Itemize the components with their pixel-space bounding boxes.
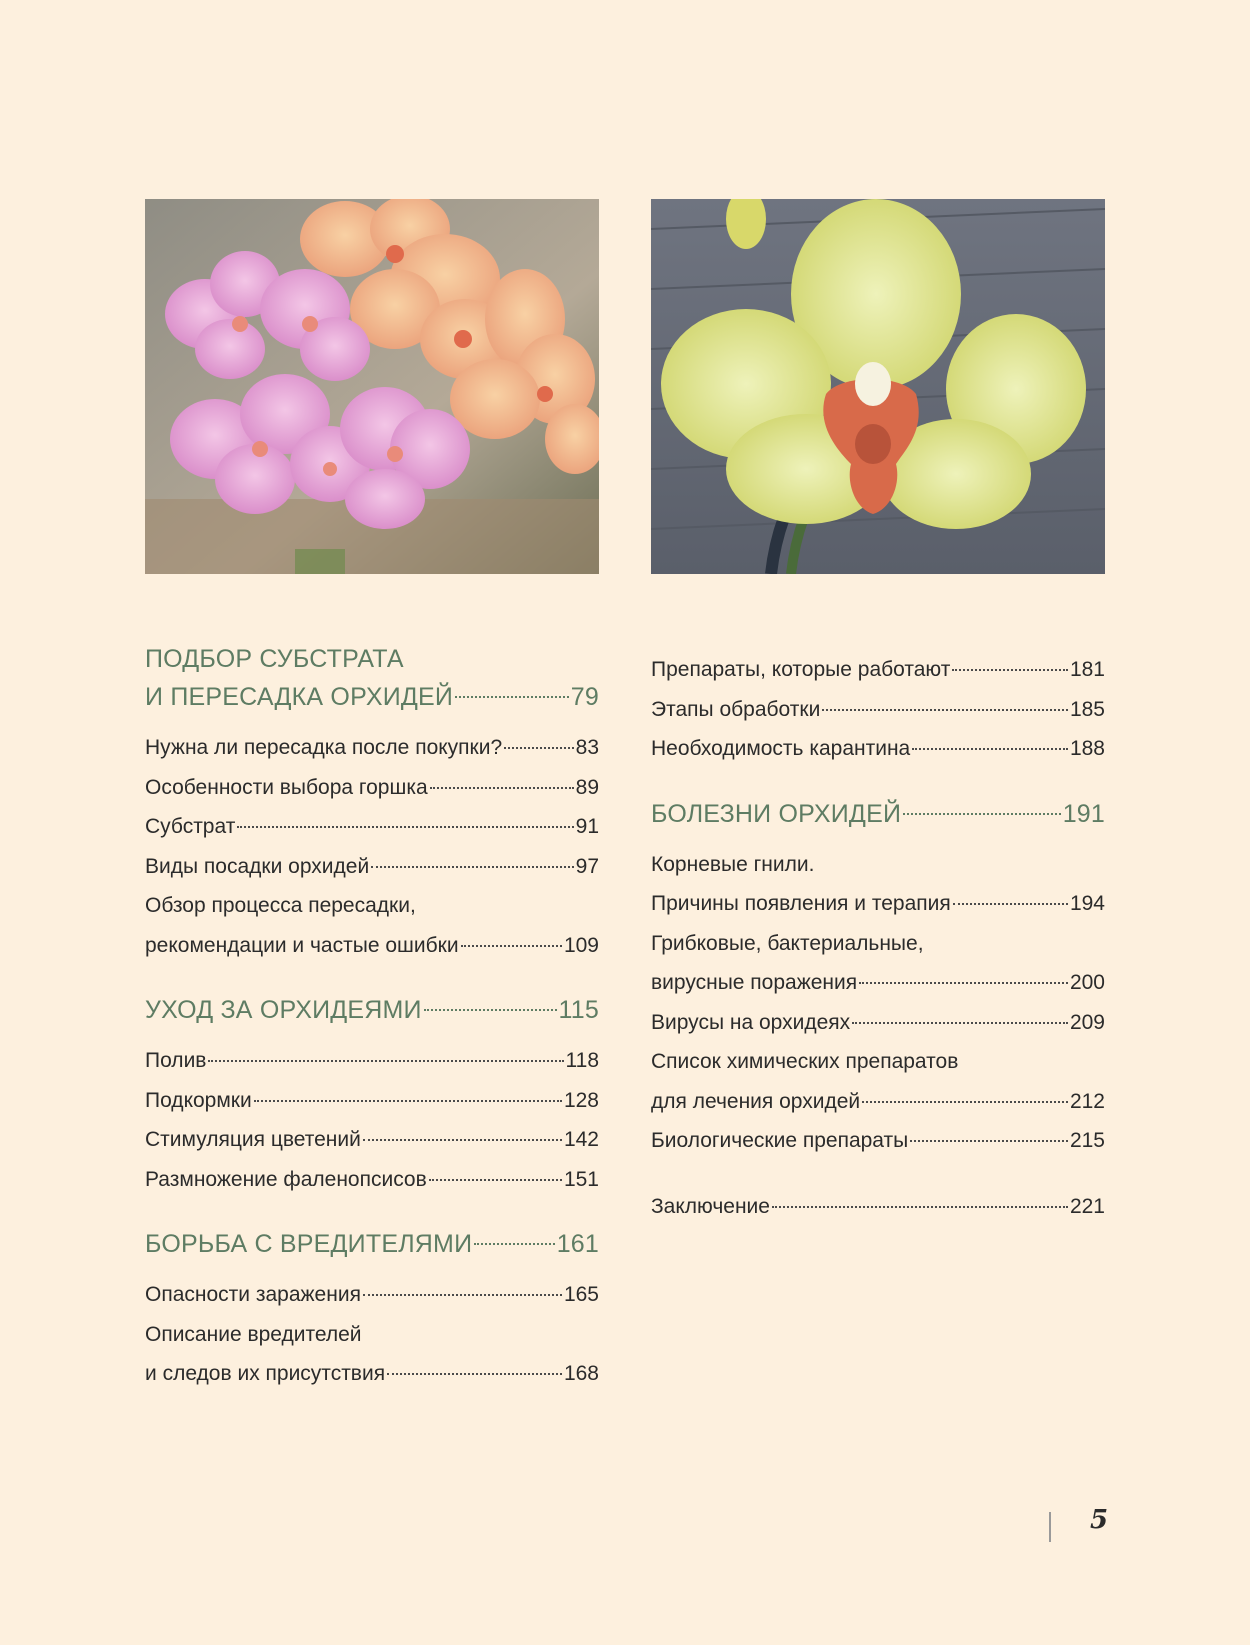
leader-dots bbox=[504, 747, 573, 749]
toc-entry-page-number: 194 bbox=[1069, 892, 1105, 915]
toc-entry-page-number: 215 bbox=[1069, 1129, 1105, 1152]
toc-entry-line[interactable] bbox=[651, 690, 1105, 730]
leader-dots bbox=[254, 1100, 562, 1102]
toc-entry[interactable] bbox=[145, 768, 599, 808]
leader-dots bbox=[859, 982, 1068, 984]
toc-entry-page-number: 221 bbox=[1069, 1194, 1105, 1218]
toc-entry[interactable] bbox=[145, 728, 599, 768]
section-heading-text: БОРЬБА С ВРЕДИТЕЛЯМИ bbox=[145, 1230, 473, 1258]
toc-entry-line[interactable] bbox=[651, 650, 1105, 690]
toc-entry-line[interactable] bbox=[651, 1121, 1105, 1161]
leader-dots bbox=[952, 669, 1068, 671]
toc-entry-page-number: 91 bbox=[575, 815, 599, 838]
leader-dots bbox=[387, 1373, 562, 1375]
section-heading bbox=[145, 991, 599, 1029]
toc-entry[interactable] bbox=[651, 729, 1105, 769]
toc-section bbox=[145, 991, 599, 1199]
toc-entry[interactable] bbox=[651, 690, 1105, 730]
toc-entry-text: Стимуляция цветений bbox=[145, 1128, 361, 1151]
toc-entry[interactable] bbox=[651, 650, 1105, 690]
section-heading-page-number: 191 bbox=[1062, 799, 1105, 828]
toc-entry[interactable] bbox=[145, 1315, 599, 1394]
leader-dots bbox=[430, 787, 574, 789]
leader-dots bbox=[237, 826, 573, 828]
toc-entry-page-number: 165 bbox=[563, 1283, 599, 1306]
toc-right-column bbox=[651, 650, 1105, 1252]
leader-dots bbox=[455, 696, 569, 698]
toc-entry-page-number: 209 bbox=[1069, 1010, 1105, 1034]
toc-entry-line[interactable] bbox=[145, 1354, 599, 1394]
toc-entry-page-number: 212 bbox=[1069, 1089, 1105, 1113]
toc-entry-page-number: 83 bbox=[575, 736, 599, 759]
section-heading-text: БОЛЕЗНИ ОРХИДЕЙ bbox=[651, 799, 902, 828]
toc-entry-line[interactable] bbox=[145, 1120, 599, 1160]
toc-entry-text: рекомендации и частые ошибки bbox=[145, 933, 459, 957]
toc-entry-line[interactable] bbox=[651, 884, 1105, 924]
section-heading-text: И ПЕРЕСАДКА ОРХИДЕЙ bbox=[145, 683, 454, 711]
leader-dots bbox=[953, 903, 1068, 905]
toc-entry-text: и следов их присутствия bbox=[145, 1362, 386, 1385]
toc-entry-line[interactable] bbox=[651, 1082, 1105, 1122]
toc-entry[interactable] bbox=[651, 924, 1105, 1003]
toc-entry-page-number: 151 bbox=[563, 1167, 599, 1191]
section-heading-title-line[interactable] bbox=[145, 678, 599, 716]
toc-entry[interactable] bbox=[145, 1120, 599, 1160]
toc-entry-text-line: Обзор процесса пересадки, bbox=[145, 894, 416, 917]
toc-entry[interactable] bbox=[651, 1042, 1105, 1121]
leader-dots bbox=[862, 1101, 1068, 1103]
toc-entry-line[interactable] bbox=[145, 1160, 599, 1200]
toc-entry-text: Причины появления и терапия bbox=[651, 892, 951, 915]
toc-entry-text-line: Корневые гнили. bbox=[651, 852, 815, 876]
toc-entry[interactable] bbox=[145, 1081, 599, 1121]
orchid-photo-left bbox=[145, 199, 599, 574]
toc-entry-text: Этапы обработки bbox=[651, 697, 821, 721]
toc-entry-line[interactable] bbox=[145, 1081, 599, 1121]
toc-section bbox=[145, 640, 599, 965]
toc-entry-page-number: 128 bbox=[563, 1088, 599, 1112]
toc-entry-page-number: 89 bbox=[575, 775, 599, 799]
toc-entry-text-line: Грибковые, бактериальные, bbox=[651, 931, 924, 955]
section-heading-page-number: 79 bbox=[570, 683, 599, 711]
toc-entry-page-number: 118 bbox=[565, 1049, 599, 1072]
toc-entry[interactable] bbox=[145, 886, 599, 965]
toc-entry[interactable] bbox=[651, 1121, 1105, 1161]
toc-entry-text: Размножение фаленопсисов bbox=[145, 1167, 427, 1191]
toc-entry-line[interactable] bbox=[145, 1275, 599, 1315]
toc-entry-text: для лечения орхидей bbox=[651, 1089, 861, 1113]
toc-entry-text: Нужна ли пересадка после покупки? bbox=[145, 736, 503, 759]
section-heading-title-line[interactable] bbox=[145, 991, 599, 1029]
toc-entry-page-number: 181 bbox=[1069, 658, 1105, 681]
toc-entry[interactable] bbox=[145, 847, 599, 887]
leader-dots bbox=[208, 1060, 563, 1062]
toc-entry-line[interactable] bbox=[145, 847, 599, 887]
toc-entry-text: Биологические препараты bbox=[651, 1129, 909, 1152]
leader-dots bbox=[910, 1140, 1068, 1142]
toc-entry-text: Опасности заражения bbox=[145, 1283, 361, 1306]
toc-entry-text: Полив bbox=[145, 1049, 207, 1072]
toc-entry-page-number: 97 bbox=[575, 854, 599, 878]
leader-dots bbox=[822, 709, 1068, 711]
toc-section bbox=[651, 795, 1105, 1161]
toc-left-column bbox=[145, 640, 599, 1420]
toc-entry-line[interactable] bbox=[145, 1041, 599, 1081]
leader-dots bbox=[772, 1206, 1068, 1208]
section-heading-page-number: 161 bbox=[556, 1230, 599, 1258]
page-number: 5 bbox=[1090, 1505, 1109, 1535]
toc-entry-page-number: 188 bbox=[1069, 737, 1105, 760]
toc-entry-page-number: 168 bbox=[563, 1362, 599, 1385]
toc-entry-page-number: 142 bbox=[563, 1128, 599, 1151]
toc-section bbox=[145, 1225, 599, 1394]
toc-entry[interactable] bbox=[651, 1003, 1105, 1043]
toc-entry-text: Вирусы на орхидеях bbox=[651, 1010, 851, 1034]
toc-entry-line[interactable] bbox=[651, 1003, 1105, 1043]
toc-section bbox=[651, 650, 1105, 769]
toc-entry-text: Особенности выбора горшка bbox=[145, 775, 428, 799]
leader-dots bbox=[474, 1243, 554, 1245]
toc-entry-text: Необходимость карантина bbox=[651, 737, 911, 760]
toc-entry-text: Виды посадки орхидей bbox=[145, 854, 370, 878]
leader-dots bbox=[424, 1009, 557, 1011]
toc-entry-line[interactable] bbox=[651, 963, 1105, 1003]
orchid-photo-right bbox=[651, 199, 1105, 574]
section-heading-title-line[interactable] bbox=[145, 1225, 599, 1263]
leader-dots bbox=[912, 748, 1068, 750]
toc-section bbox=[651, 1187, 1105, 1227]
toc-entry-line[interactable] bbox=[145, 807, 599, 847]
toc-entry-line[interactable] bbox=[145, 728, 599, 768]
section-heading-line: ПОДБОР СУБСТРАТА bbox=[145, 645, 404, 673]
section-heading bbox=[145, 1225, 599, 1263]
toc-entry-text: Заключение bbox=[651, 1194, 770, 1218]
toc-entry-line[interactable] bbox=[145, 926, 599, 966]
section-heading-title-line[interactable] bbox=[651, 795, 1105, 833]
toc-entry-page-number: 185 bbox=[1069, 697, 1105, 721]
toc-entry[interactable] bbox=[145, 1275, 599, 1315]
leader-dots bbox=[363, 1294, 562, 1296]
toc-entry[interactable] bbox=[145, 1041, 599, 1081]
toc-entry-page-number: 109 bbox=[563, 933, 599, 957]
toc-entry-text: Препараты, которые работают bbox=[651, 658, 951, 681]
leader-dots bbox=[903, 813, 1061, 815]
toc-entry-line[interactable] bbox=[651, 729, 1105, 769]
section-heading bbox=[145, 640, 599, 716]
leader-dots bbox=[429, 1179, 562, 1181]
toc-entry[interactable] bbox=[145, 1160, 599, 1200]
toc-entry[interactable] bbox=[651, 845, 1105, 924]
leader-dots bbox=[852, 1022, 1068, 1024]
section-heading-text: УХОД ЗА ОРХИДЕЯМИ bbox=[145, 996, 422, 1024]
footer-divider bbox=[1049, 1512, 1051, 1542]
leader-dots bbox=[363, 1139, 562, 1141]
toc-entry-page-number: 200 bbox=[1069, 971, 1105, 994]
leader-dots bbox=[371, 866, 573, 868]
toc-entry-text: Субстрат bbox=[145, 815, 236, 838]
toc-entry-line[interactable] bbox=[651, 1187, 1105, 1227]
toc-entry-line[interactable] bbox=[145, 768, 599, 808]
toc-entry[interactable] bbox=[145, 807, 599, 847]
toc-entry[interactable] bbox=[651, 1187, 1105, 1227]
leader-dots bbox=[461, 945, 562, 947]
toc-entry-text-line: Список химических препаратов bbox=[651, 1050, 959, 1073]
toc-entry-text: Подкормки bbox=[145, 1088, 252, 1112]
section-heading-page-number: 115 bbox=[558, 996, 599, 1024]
toc-entry-text-line: Описание вредителей bbox=[145, 1322, 362, 1346]
section-heading bbox=[651, 795, 1105, 833]
toc-entry-text: вирусные поражения bbox=[651, 971, 858, 994]
